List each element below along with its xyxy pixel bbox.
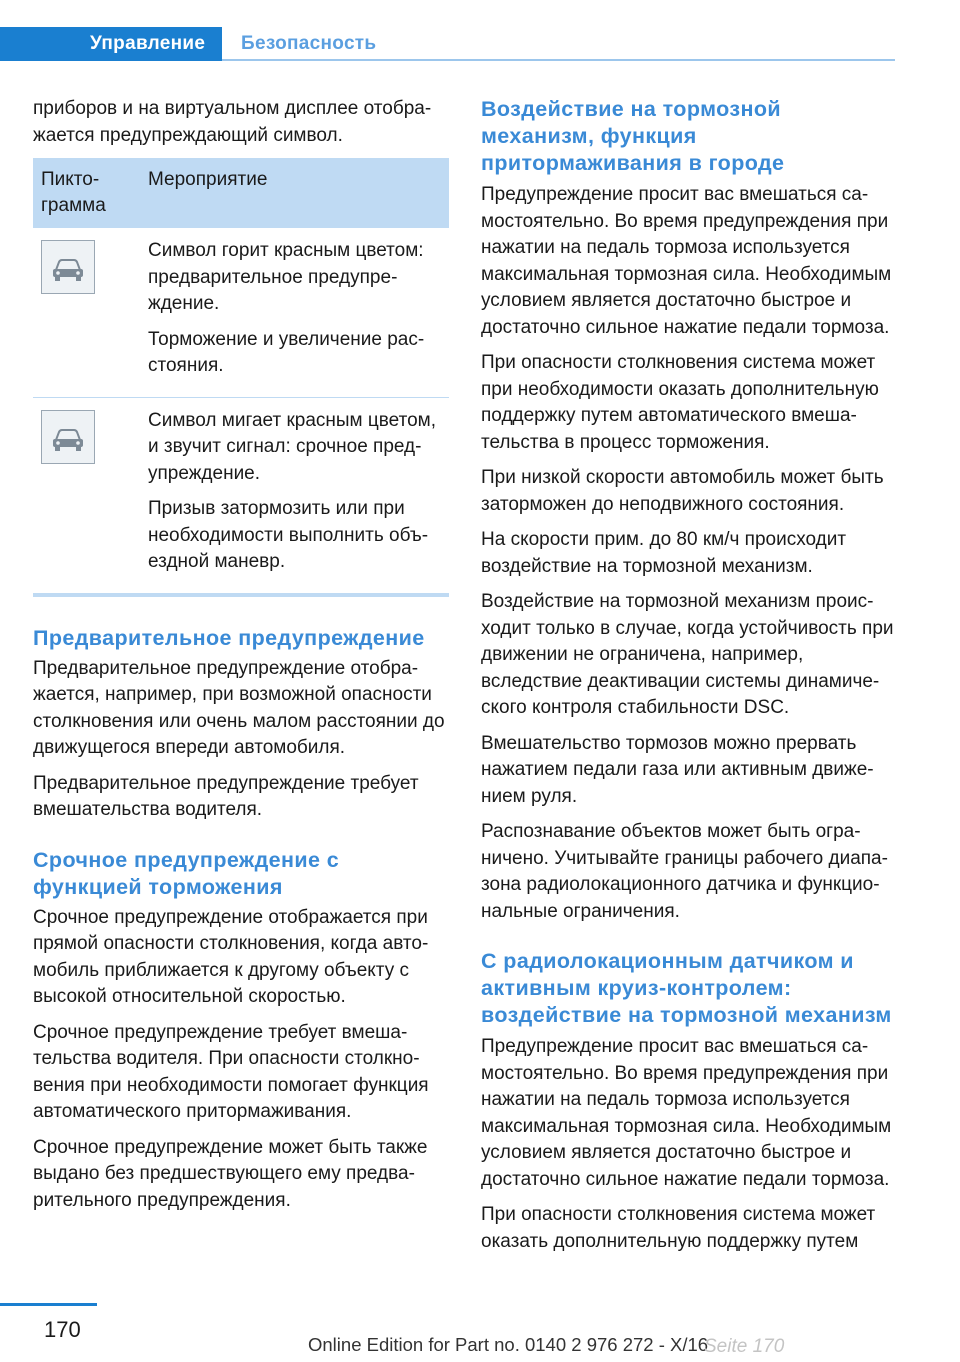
paragraph: При опасности столкновения система может при необходимости оказать дополнительную поддержку путем автоматического вмешательства в процесс торможения. xyxy=(481,352,879,453)
row-1-line-2: Торможение и увеличение расстояния. xyxy=(148,328,425,376)
pictogram-table xyxy=(33,158,449,597)
paragraph: Срочное предупреждение требует вмешательства водителя. При опасности столкновения при необходимости помогает функция автоматического притормаживания. xyxy=(33,1021,429,1122)
row-2-line-2: Призыв затормозить или при необходимости выполнить объездной маневр. xyxy=(148,498,429,572)
table-cell-icon xyxy=(33,228,140,397)
watermark: Seite 170 xyxy=(704,1336,785,1357)
paragraph: Срочное предупреждение отображается при прямой опасности столкновения, когда автомобиль приближается к другому объекту с высокой относительной скоростью. xyxy=(33,906,429,1007)
left-column xyxy=(33,96,449,1223)
paragraph: Срочное предупреждение может быть также выдано без предшествующего ему предварительного предупреждения. xyxy=(33,1136,428,1211)
right-column xyxy=(481,96,897,1264)
paragraph: Предварительное предупреждение требует вмешательства водителя. xyxy=(33,772,419,820)
footer-divider xyxy=(0,1303,97,1306)
row-2-line-1: Символ мигает красным цветом, и звучит сигнал: срочное предупреждение. xyxy=(148,409,436,484)
car-front-icon xyxy=(41,240,95,294)
paragraph: На скорости прим. до 80 км/ч происходит воздействие на тормозной механизм. xyxy=(481,529,847,577)
table-row xyxy=(33,228,449,397)
heading-radar-braking: С радиолокационным датчиком и активным круиз-контролем: воздействие на тормозной механизм xyxy=(481,949,892,1027)
paragraph: Воздействие на тормозной механизм происходит только в случае, когда устойчивость при движении не ограничена, например, вследствие деактивации системы динамического контроля стабильности DSC. xyxy=(481,591,894,718)
heading-preliminary-warning: Предварительное предупреждение xyxy=(33,625,425,650)
paragraph: Предварительное предупреждение отображается, например, при возможной опасности столкновения или очень малом расстоянии до движущегося впереди автомобиля. xyxy=(33,657,445,758)
table-row xyxy=(33,397,449,595)
paragraph: При опасности столкновения система может оказать дополнительную поддержку путем xyxy=(481,1204,876,1252)
page-header xyxy=(0,0,960,62)
header-divider xyxy=(222,59,895,61)
paragraph: Распознавание объектов может быть ограничено. Учитывайте границы рабочего диапазона радиолокационного датчика и функциональные ограничения. xyxy=(481,821,888,922)
table-header-pictogram: Пиктограмма xyxy=(33,158,140,228)
tab-safety[interactable]: Безопасность xyxy=(241,33,377,54)
tab-controls[interactable]: Управление xyxy=(0,27,222,61)
table-header-action: Мероприятие xyxy=(140,158,449,228)
car-front-icon xyxy=(41,410,95,464)
edition-note: Online Edition for Part no. 0140 2 976 272 - X/16 xyxy=(308,1334,709,1355)
paragraph: При низкой скорости автомобиль может быть заторможен до неподвижного состояния. xyxy=(481,467,884,515)
table-cell-action xyxy=(140,397,449,595)
paragraph: Предупреждение просит вас вмешаться самостоятельно. Во время предупреждения при нажатии на педаль тормоза используется максимальная тормозная сила. Необходимым условием является достаточно быстрое и достаточно сильное нажатие педали тормоза. xyxy=(481,184,892,338)
intro-paragraph: приборов и на виртуальном дисплее отображается предупреждающий символ. xyxy=(33,98,432,146)
table-cell-icon xyxy=(33,397,140,595)
row-1-line-1: Символ горит красным цветом: предварительное предупреждение. xyxy=(148,240,424,314)
heading-urgent-warning: Срочное предупреждение с функцией торможения xyxy=(33,847,340,899)
paragraph: Предупреждение просит вас вмешаться самостоятельно. Во время предупреждения при нажатии на педаль тормоза используется максимальная тормозная сила. Необходимым условием является достаточно быстрое и достаточно сильное нажатие педали тормоза. xyxy=(481,1036,892,1190)
table-cell-action xyxy=(140,228,449,397)
page-number: 170 xyxy=(44,1317,81,1342)
paragraph: Вмешательство тормозов можно прервать нажатием педали газа или активным движением руля. xyxy=(481,732,874,807)
heading-city-braking: Воздействие на тормозной механизм, функция притормаживания в городе xyxy=(481,97,785,175)
